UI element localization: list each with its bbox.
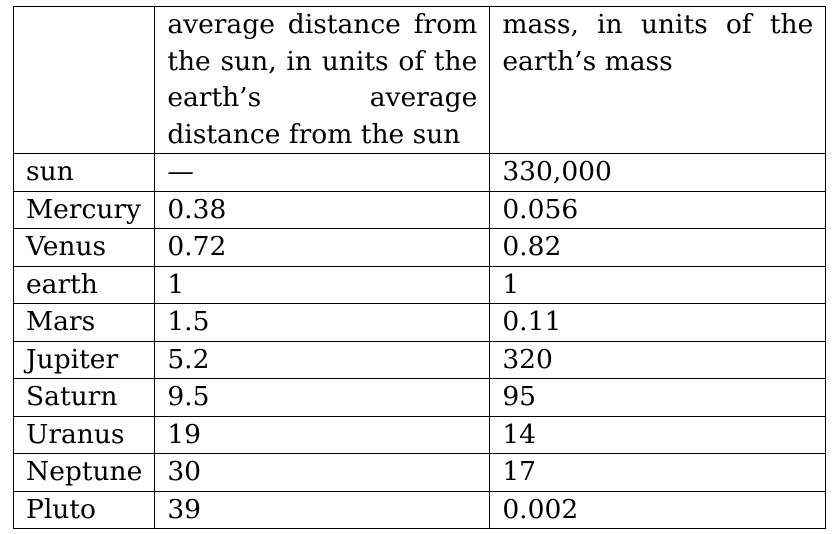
table-row <box>14 304 826 342</box>
cell-distance: 5.2 <box>155 341 490 379</box>
cell-distance: 0.72 <box>155 229 490 267</box>
cell-body-name: Mars <box>14 304 155 342</box>
cell-mass: 0.002 <box>490 491 826 529</box>
cell-mass: 330,000 <box>490 154 826 192</box>
table-row <box>14 416 826 454</box>
cell-mass: 0.11 <box>490 304 826 342</box>
cell-body-name: Uranus <box>14 416 155 454</box>
cell-distance: 0.38 <box>155 191 490 229</box>
cell-distance: 1.5 <box>155 304 490 342</box>
header-distance-label: average distance from the sun, in units of the earth’s average distance from the sun <box>167 9 478 150</box>
cell-distance: 1 <box>155 266 490 304</box>
cell-distance: 39 <box>155 491 490 529</box>
header-cell-mass <box>490 7 826 154</box>
cell-distance: 19 <box>155 416 490 454</box>
cell-mass: 0.056 <box>490 191 826 229</box>
cell-mass: 320 <box>490 341 826 379</box>
planet-data-table <box>13 6 826 529</box>
cell-mass: 0.82 <box>490 229 826 267</box>
cell-body-name: Pluto <box>14 491 155 529</box>
table-body <box>14 7 826 529</box>
cell-distance: — <box>155 154 490 192</box>
table-row <box>14 266 826 304</box>
cell-body-name: Neptune <box>14 454 155 492</box>
table-row <box>14 454 826 492</box>
cell-body-name: earth <box>14 266 155 304</box>
cell-mass: 17 <box>490 454 826 492</box>
cell-body-name: Mercury <box>14 191 155 229</box>
cell-mass: 1 <box>490 266 826 304</box>
table-row <box>14 191 826 229</box>
cell-body-name: sun <box>14 154 155 192</box>
table-row <box>14 379 826 417</box>
cell-body-name: Saturn <box>14 379 155 417</box>
cell-mass: 14 <box>490 416 826 454</box>
table-row <box>14 154 826 192</box>
header-mass-label: mass, in units of the earth’s mass <box>502 9 814 77</box>
table-header-row <box>14 7 826 154</box>
header-cell-body <box>14 7 155 154</box>
table-row <box>14 341 826 379</box>
cell-mass: 95 <box>490 379 826 417</box>
header-cell-distance <box>155 7 490 154</box>
cell-distance: 9.5 <box>155 379 490 417</box>
cell-body-name: Jupiter <box>14 341 155 379</box>
table-row <box>14 491 826 529</box>
table-row <box>14 229 826 267</box>
cell-body-name: Venus <box>14 229 155 267</box>
cell-distance: 30 <box>155 454 490 492</box>
